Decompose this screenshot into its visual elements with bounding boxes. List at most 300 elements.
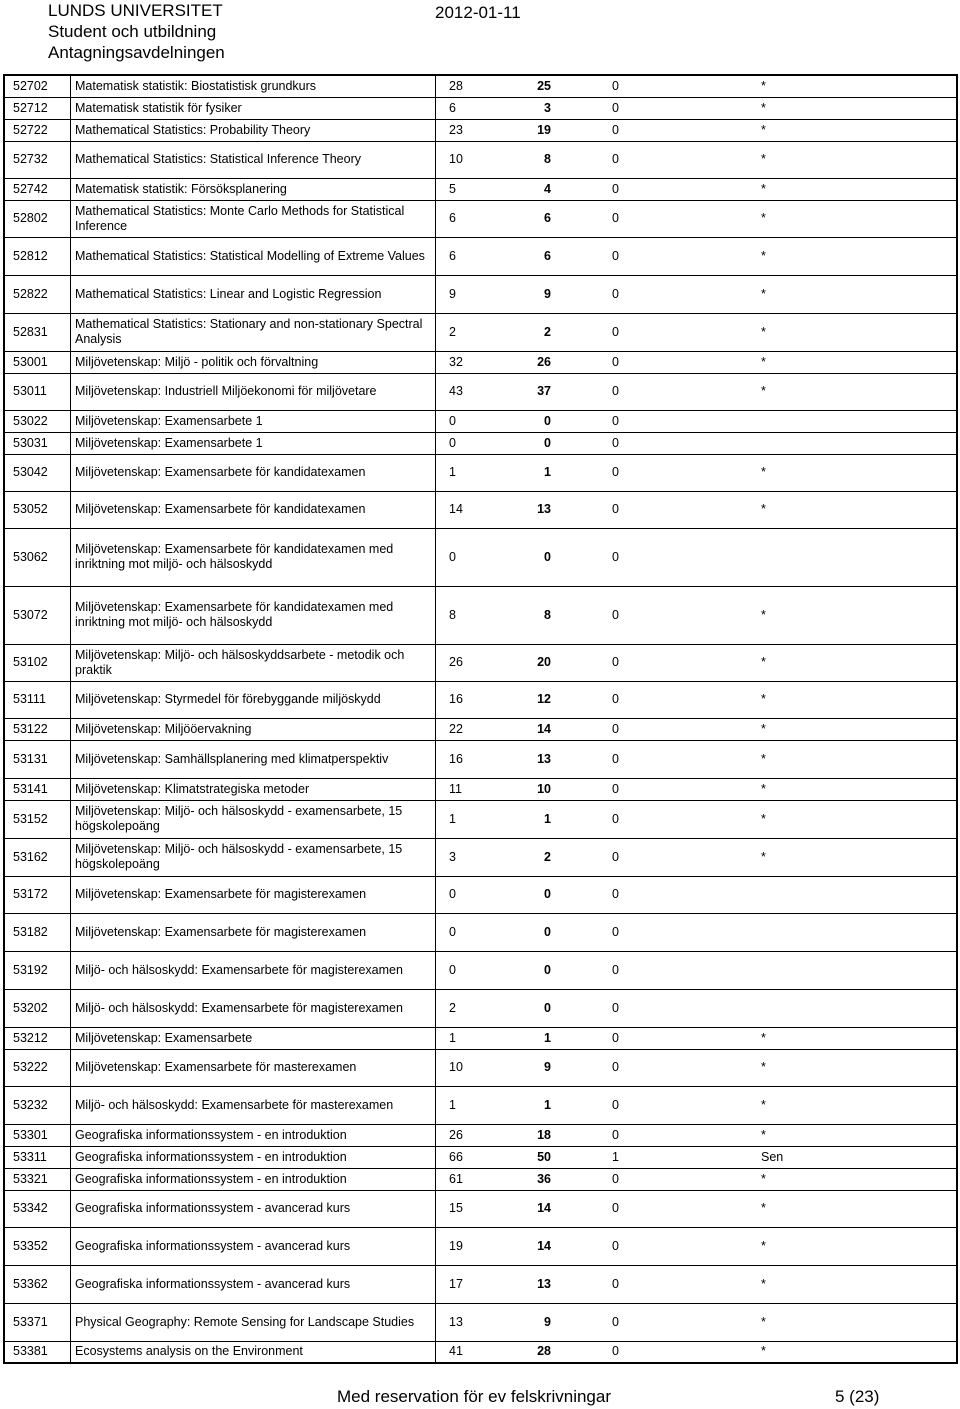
admitted-value: 37 xyxy=(537,384,551,398)
reserve-count: 0 xyxy=(612,781,619,796)
applicants-count: 1 xyxy=(449,1097,456,1112)
applicants-count: 10 xyxy=(449,152,463,166)
reserve-count: 0 xyxy=(612,887,619,901)
status-mark: Sen xyxy=(761,1149,784,1164)
status-mark: * xyxy=(761,465,766,479)
reserve-count: 0 xyxy=(612,152,619,166)
applicants-count: 9 xyxy=(449,286,456,301)
admitted-count xyxy=(511,237,551,275)
table-row xyxy=(4,718,957,740)
reserve-count: 0 xyxy=(612,384,619,398)
table-row xyxy=(4,237,957,275)
admitted-count xyxy=(511,1190,551,1227)
admitted-count xyxy=(511,313,551,351)
course-code: 53342 xyxy=(4,1190,71,1227)
admitted-count xyxy=(511,778,551,800)
admitted-value: 13 xyxy=(537,1276,551,1291)
status-mark: * xyxy=(761,1238,766,1253)
course-code: 53111 xyxy=(4,681,71,718)
course-name: Miljövetenskap: Klimatstrategiska metoder xyxy=(71,778,436,800)
course-code: 52822 xyxy=(4,275,71,313)
status-mark xyxy=(621,951,957,989)
status-mark: * xyxy=(761,781,766,796)
admitted-count xyxy=(511,454,551,491)
admitted-count xyxy=(511,1303,551,1341)
applicants-count: 23 xyxy=(449,122,463,137)
table-row xyxy=(4,313,957,351)
admitted-count xyxy=(511,838,551,876)
course-code: 53352 xyxy=(4,1227,71,1265)
course-name: Geografiska informationssystem - avancerad kurs xyxy=(71,1265,436,1303)
admitted-value: 0 xyxy=(544,413,551,428)
status-mark: * xyxy=(761,1201,766,1215)
status-mark: * xyxy=(761,751,766,766)
table-row xyxy=(4,1303,957,1341)
status-mark: * xyxy=(761,286,766,301)
status-mark xyxy=(621,913,957,951)
admitted-value: 9 xyxy=(544,286,551,301)
admitted-value: 2 xyxy=(544,324,551,339)
reserve-count: 0 xyxy=(612,354,619,369)
course-code: 53172 xyxy=(4,876,71,913)
course-name: Geografiska informationssystem - avancerad kurs xyxy=(71,1227,436,1265)
reserve-count: 0 xyxy=(612,1097,619,1112)
admitted-count xyxy=(511,681,551,718)
course-code: 52722 xyxy=(4,119,71,141)
status-mark: * xyxy=(761,1276,766,1291)
table-row xyxy=(4,97,957,119)
admitted-value: 12 xyxy=(537,692,551,706)
course-code: 53022 xyxy=(4,410,71,432)
course-code: 53102 xyxy=(4,644,71,681)
table-row xyxy=(4,951,957,989)
admitted-count xyxy=(511,1168,551,1190)
course-code: 53152 xyxy=(4,800,71,838)
reserve-count: 0 xyxy=(612,655,619,669)
applicants-count: 11 xyxy=(449,781,462,796)
reserve-count: 0 xyxy=(612,100,619,115)
admitted-value: 1 xyxy=(544,465,551,479)
course-code: 53162 xyxy=(4,838,71,876)
table-row xyxy=(4,1190,957,1227)
course-name: Miljövetenskap: Examensarbete för masterexamen xyxy=(71,1049,436,1086)
course-name: Miljövetenskap: Examensarbete 1 xyxy=(71,410,436,432)
table-row xyxy=(4,644,957,681)
table-row xyxy=(4,491,957,528)
table-row xyxy=(4,141,957,178)
course-name: Miljövetenskap: Styrmedel för förebyggande miljöskydd xyxy=(71,681,436,718)
admitted-value: 9 xyxy=(544,1314,551,1329)
status-mark: * xyxy=(761,655,766,669)
course-code: 52732 xyxy=(4,141,71,178)
applicants-count: 0 xyxy=(449,435,456,450)
applicants-count: 16 xyxy=(449,692,463,706)
applicants-count: 13 xyxy=(449,1314,463,1329)
course-name: Miljövetenskap: Examensarbete 1 xyxy=(71,432,436,454)
admitted-value: 14 xyxy=(537,721,551,736)
document-date: 2012-01-11 xyxy=(435,3,521,22)
course-name: Miljövetenskap: Samhällsplanering med klimatperspektiv xyxy=(71,740,436,778)
reserve-count: 1 xyxy=(612,1149,619,1164)
applicants-count: 14 xyxy=(449,502,463,516)
reserve-count: 0 xyxy=(612,435,619,450)
admitted-value: 4 xyxy=(544,181,551,196)
reserve-count: 0 xyxy=(612,721,619,736)
applicants-count: 5 xyxy=(449,181,456,196)
admitted-count xyxy=(511,1146,551,1168)
admitted-value: 0 xyxy=(544,435,551,450)
admitted-count xyxy=(511,718,551,740)
applicants-count: 66 xyxy=(449,1149,463,1164)
status-mark: * xyxy=(761,152,766,166)
course-name: Geografiska informationssystem - avancerad kurs xyxy=(71,1190,436,1227)
course-name: Mathematical Statistics: Probability Theory xyxy=(71,119,436,141)
status-mark: * xyxy=(761,354,766,369)
course-name: Mathematical Statistics: Statistical Inference Theory xyxy=(71,141,436,178)
status-mark: * xyxy=(761,1314,766,1329)
admitted-value: 26 xyxy=(537,354,551,369)
admitted-count xyxy=(511,1341,551,1363)
admitted-value: 14 xyxy=(537,1238,551,1253)
reserve-count: 0 xyxy=(612,324,619,339)
status-mark: * xyxy=(761,1097,766,1112)
applicants-count: 22 xyxy=(449,721,463,736)
table-row xyxy=(4,778,957,800)
table-row xyxy=(4,1341,957,1363)
admitted-count xyxy=(511,1086,551,1124)
table-row xyxy=(4,1049,957,1086)
course-name: Miljövetenskap: Miljö - politik och förvaltning xyxy=(71,351,436,373)
reserve-count: 0 xyxy=(612,465,619,479)
course-code: 53212 xyxy=(4,1027,71,1049)
applicants-count: 15 xyxy=(449,1201,463,1215)
applicants-count: 26 xyxy=(449,655,463,669)
applicants-count: 1 xyxy=(449,465,456,479)
course-name: Miljövetenskap: Industriell Miljöekonomi för miljövetare xyxy=(71,373,436,410)
department-name: Student och utbildning xyxy=(48,22,217,41)
table-row xyxy=(4,1124,957,1146)
admitted-value: 0 xyxy=(544,1000,551,1015)
course-name: Miljö- och hälsoskydd: Examensarbete för magisterexamen xyxy=(71,989,436,1027)
reserve-count: 0 xyxy=(612,1238,619,1253)
table-row xyxy=(4,1265,957,1303)
course-name: Geografiska informationssystem - en introduktion xyxy=(71,1168,436,1190)
course-name: Ecosystems analysis on the Environment xyxy=(71,1341,436,1363)
table-row xyxy=(4,351,957,373)
applicants-count: 10 xyxy=(449,1060,463,1074)
admitted-value: 3 xyxy=(544,100,551,115)
table-row xyxy=(4,275,957,313)
table-row xyxy=(4,119,957,141)
admitted-value: 14 xyxy=(537,1201,551,1215)
course-code: 53362 xyxy=(4,1265,71,1303)
status-mark: * xyxy=(761,211,766,225)
applicants-count: 43 xyxy=(449,384,463,398)
reserve-count: 0 xyxy=(612,1030,619,1045)
table-row xyxy=(4,876,957,913)
admitted-count xyxy=(511,1049,551,1086)
admitted-value: 8 xyxy=(544,607,551,622)
status-mark: * xyxy=(761,811,766,826)
course-code: 52742 xyxy=(4,178,71,200)
course-code: 52802 xyxy=(4,200,71,237)
applicants-count: 1 xyxy=(449,1030,456,1045)
applicants-count: 0 xyxy=(449,887,456,901)
reserve-count: 0 xyxy=(612,849,619,864)
reserve-count: 0 xyxy=(612,692,619,706)
admitted-value: 36 xyxy=(537,1171,551,1186)
course-code: 53381 xyxy=(4,1341,71,1363)
course-name: Miljövetenskap: Miljööervakning xyxy=(71,718,436,740)
status-mark: * xyxy=(761,324,766,339)
table-row xyxy=(4,1168,957,1190)
reserve-count: 0 xyxy=(612,1314,619,1329)
course-code: 53192 xyxy=(4,951,71,989)
table-row xyxy=(4,178,957,200)
course-name: Miljövetenskap: Examensarbete för kandidatexamen med inriktning mot miljö- och hälsoskydd xyxy=(71,528,436,586)
admitted-value: 1 xyxy=(544,811,551,826)
admitted-count xyxy=(511,410,551,432)
applicants-count: 6 xyxy=(449,100,456,115)
table-row xyxy=(4,1146,957,1168)
admitted-value: 0 xyxy=(544,887,551,901)
course-code: 53001 xyxy=(4,351,71,373)
table-row xyxy=(4,989,957,1027)
admitted-count xyxy=(511,989,551,1027)
table-row xyxy=(4,373,957,410)
admitted-count xyxy=(511,1265,551,1303)
applicants-count: 1 xyxy=(449,811,456,826)
admitted-count xyxy=(511,1027,551,1049)
course-name: Miljö- och hälsoskydd: Examensarbete för masterexamen xyxy=(71,1086,436,1124)
admitted-value: 0 xyxy=(544,924,551,939)
reserve-count: 0 xyxy=(612,211,619,225)
admitted-count xyxy=(511,178,551,200)
applicants-count: 2 xyxy=(449,324,456,339)
reserve-count: 0 xyxy=(612,248,619,263)
admitted-count xyxy=(511,97,551,119)
course-name: Matematisk statistik: Försöksplanering xyxy=(71,178,436,200)
status-mark: * xyxy=(761,502,766,516)
admitted-value: 6 xyxy=(544,211,551,225)
reserve-count: 0 xyxy=(612,1127,619,1142)
course-code: 53222 xyxy=(4,1049,71,1086)
status-mark xyxy=(621,989,957,1027)
admitted-count xyxy=(511,800,551,838)
admitted-value: 19 xyxy=(537,122,551,137)
reserve-count: 0 xyxy=(612,1276,619,1291)
reserve-count: 0 xyxy=(612,751,619,766)
admitted-count xyxy=(511,528,551,586)
course-name: Matematisk statistik: Biostatistisk grundkurs xyxy=(71,75,436,97)
applicants-count: 17 xyxy=(449,1276,463,1291)
admitted-value: 1 xyxy=(544,1097,551,1112)
applicants-count: 16 xyxy=(449,751,463,766)
admitted-value: 9 xyxy=(544,1060,551,1074)
table-row xyxy=(4,740,957,778)
course-code: 53042 xyxy=(4,454,71,491)
status-mark: * xyxy=(761,1127,766,1142)
applicants-count: 0 xyxy=(449,924,456,939)
reserve-count: 0 xyxy=(612,1060,619,1074)
admitted-count xyxy=(511,1227,551,1265)
table-row xyxy=(4,528,957,586)
admitted-value: 2 xyxy=(544,849,551,864)
admitted-count xyxy=(511,373,551,410)
table-row xyxy=(4,586,957,644)
course-code: 52702 xyxy=(4,75,71,97)
table-row xyxy=(4,454,957,491)
applicants-count: 32 xyxy=(449,354,463,369)
course-code: 53052 xyxy=(4,491,71,528)
letterhead xyxy=(48,0,225,63)
admitted-count xyxy=(511,119,551,141)
course-code: 53232 xyxy=(4,1086,71,1124)
admitted-count xyxy=(511,200,551,237)
admitted-count xyxy=(511,491,551,528)
course-code: 53131 xyxy=(4,740,71,778)
applicants-count: 6 xyxy=(449,211,456,225)
reserve-count: 0 xyxy=(612,286,619,301)
reserve-count: 0 xyxy=(612,549,619,564)
course-code: 52712 xyxy=(4,97,71,119)
page-number: 5 (23) xyxy=(835,1387,880,1406)
table-row xyxy=(4,1086,957,1124)
applicants-count: 0 xyxy=(449,549,456,564)
course-name: Miljövetenskap: Miljö- och hälsoskyddsarbete - metodik och praktik xyxy=(71,644,436,681)
course-code: 53072 xyxy=(4,586,71,644)
course-name: Mathematical Statistics: Monte Carlo Methods for Statistical Inference xyxy=(71,200,436,237)
admitted-value: 0 xyxy=(544,962,551,977)
admitted-count xyxy=(511,876,551,913)
status-mark: * xyxy=(761,721,766,736)
admitted-count xyxy=(511,951,551,989)
admitted-count xyxy=(511,644,551,681)
course-name: Miljövetenskap: Examensarbete för kandidatexamen xyxy=(71,454,436,491)
applicants-count: 19 xyxy=(449,1238,463,1253)
admitted-value: 25 xyxy=(537,78,551,93)
admitted-value: 50 xyxy=(537,1149,551,1164)
applicants-count: 3 xyxy=(449,849,456,864)
course-name: Miljövetenskap: Examensarbete för kandidatexamen xyxy=(71,491,436,528)
admitted-value: 13 xyxy=(537,502,551,516)
admitted-count xyxy=(511,586,551,644)
course-name: Physical Geography: Remote Sensing for Landscape Studies xyxy=(71,1303,436,1341)
admitted-count xyxy=(511,141,551,178)
course-name: Miljövetenskap: Examensarbete för magisterexamen xyxy=(71,876,436,913)
course-code: 53371 xyxy=(4,1303,71,1341)
course-name: Mathematical Statistics: Linear and Logistic Regression xyxy=(71,275,436,313)
reserve-count: 0 xyxy=(612,502,619,516)
course-name: Miljövetenskap: Examensarbete för magisterexamen xyxy=(71,913,436,951)
reserve-count: 0 xyxy=(612,413,619,428)
course-name: Miljövetenskap: Miljö- och hälsoskydd - examensarbete, 15 högskolepoäng xyxy=(71,838,436,876)
status-mark: * xyxy=(761,100,766,115)
table-row xyxy=(4,800,957,838)
reserve-count: 0 xyxy=(612,122,619,137)
table-row xyxy=(4,1227,957,1265)
admitted-count xyxy=(511,740,551,778)
course-name: Geografiska informationssystem - en introduktion xyxy=(71,1146,436,1168)
status-mark: * xyxy=(761,692,766,706)
admitted-value: 0 xyxy=(544,549,551,564)
course-code: 53321 xyxy=(4,1168,71,1190)
status-mark xyxy=(621,528,957,586)
applicants-count: 6 xyxy=(449,248,456,263)
reserve-count: 0 xyxy=(612,1201,619,1215)
status-mark xyxy=(621,432,957,454)
admitted-count xyxy=(511,275,551,313)
course-name: Mathematical Statistics: Statistical Modelling of Extreme Values xyxy=(71,237,436,275)
applicants-count: 0 xyxy=(449,962,456,977)
admitted-value: 8 xyxy=(544,152,551,166)
office-name: Antagningsavdelningen xyxy=(48,43,225,62)
status-mark: * xyxy=(761,384,766,398)
reserve-count: 0 xyxy=(612,811,619,826)
course-code: 53062 xyxy=(4,528,71,586)
table-row xyxy=(4,432,957,454)
status-mark: * xyxy=(761,1344,766,1359)
admitted-count xyxy=(511,351,551,373)
course-name: Geografiska informationssystem - en introduktion xyxy=(71,1124,436,1146)
admitted-value: 20 xyxy=(537,655,551,669)
table-row xyxy=(4,681,957,718)
course-name: Mathematical Statistics: Stationary and non-stationary Spectral Analysis xyxy=(71,313,436,351)
course-code: 53122 xyxy=(4,718,71,740)
course-code: 52812 xyxy=(4,237,71,275)
status-mark: * xyxy=(761,607,766,622)
course-name: Matematisk statistik för fysiker xyxy=(71,97,436,119)
disclaimer-note: Med reservation för ev felskrivningar xyxy=(337,1387,612,1406)
status-mark: * xyxy=(761,1060,766,1074)
status-mark: * xyxy=(761,78,766,93)
course-code: 53182 xyxy=(4,913,71,951)
applicants-count: 61 xyxy=(449,1171,463,1186)
table-row xyxy=(4,75,957,97)
admitted-count xyxy=(511,432,551,454)
admitted-value: 10 xyxy=(537,781,551,796)
course-name: Miljö- och hälsoskydd: Examensarbete för magisterexamen xyxy=(71,951,436,989)
course-code: 53202 xyxy=(4,989,71,1027)
admitted-value: 13 xyxy=(537,751,551,766)
status-mark: * xyxy=(761,181,766,196)
course-code: 52831 xyxy=(4,313,71,351)
reserve-count: 0 xyxy=(612,78,619,93)
admitted-value: 18 xyxy=(537,1127,551,1142)
reserve-count: 0 xyxy=(612,1000,619,1015)
table-row xyxy=(4,200,957,237)
status-mark: * xyxy=(761,849,766,864)
course-code: 53031 xyxy=(4,432,71,454)
reserve-count: 0 xyxy=(612,962,619,977)
status-mark: * xyxy=(761,122,766,137)
applicants-count: 28 xyxy=(449,78,463,93)
table-row xyxy=(4,913,957,951)
status-mark xyxy=(621,876,957,913)
admitted-count xyxy=(511,1124,551,1146)
reserve-count: 0 xyxy=(612,181,619,196)
admitted-value: 28 xyxy=(537,1344,551,1359)
university-name: LUNDS UNIVERSITET xyxy=(48,1,223,20)
applicants-count: 8 xyxy=(449,607,456,622)
course-name: Miljövetenskap: Examensarbete för kandidatexamen med inriktning mot miljö- och hälsoskydd xyxy=(71,586,436,644)
reserve-count: 0 xyxy=(612,1171,619,1186)
reserve-count: 0 xyxy=(612,924,619,939)
applicants-count: 26 xyxy=(449,1127,463,1142)
status-mark: * xyxy=(761,248,766,263)
admitted-count xyxy=(511,75,551,97)
course-code: 53311 xyxy=(4,1146,71,1168)
